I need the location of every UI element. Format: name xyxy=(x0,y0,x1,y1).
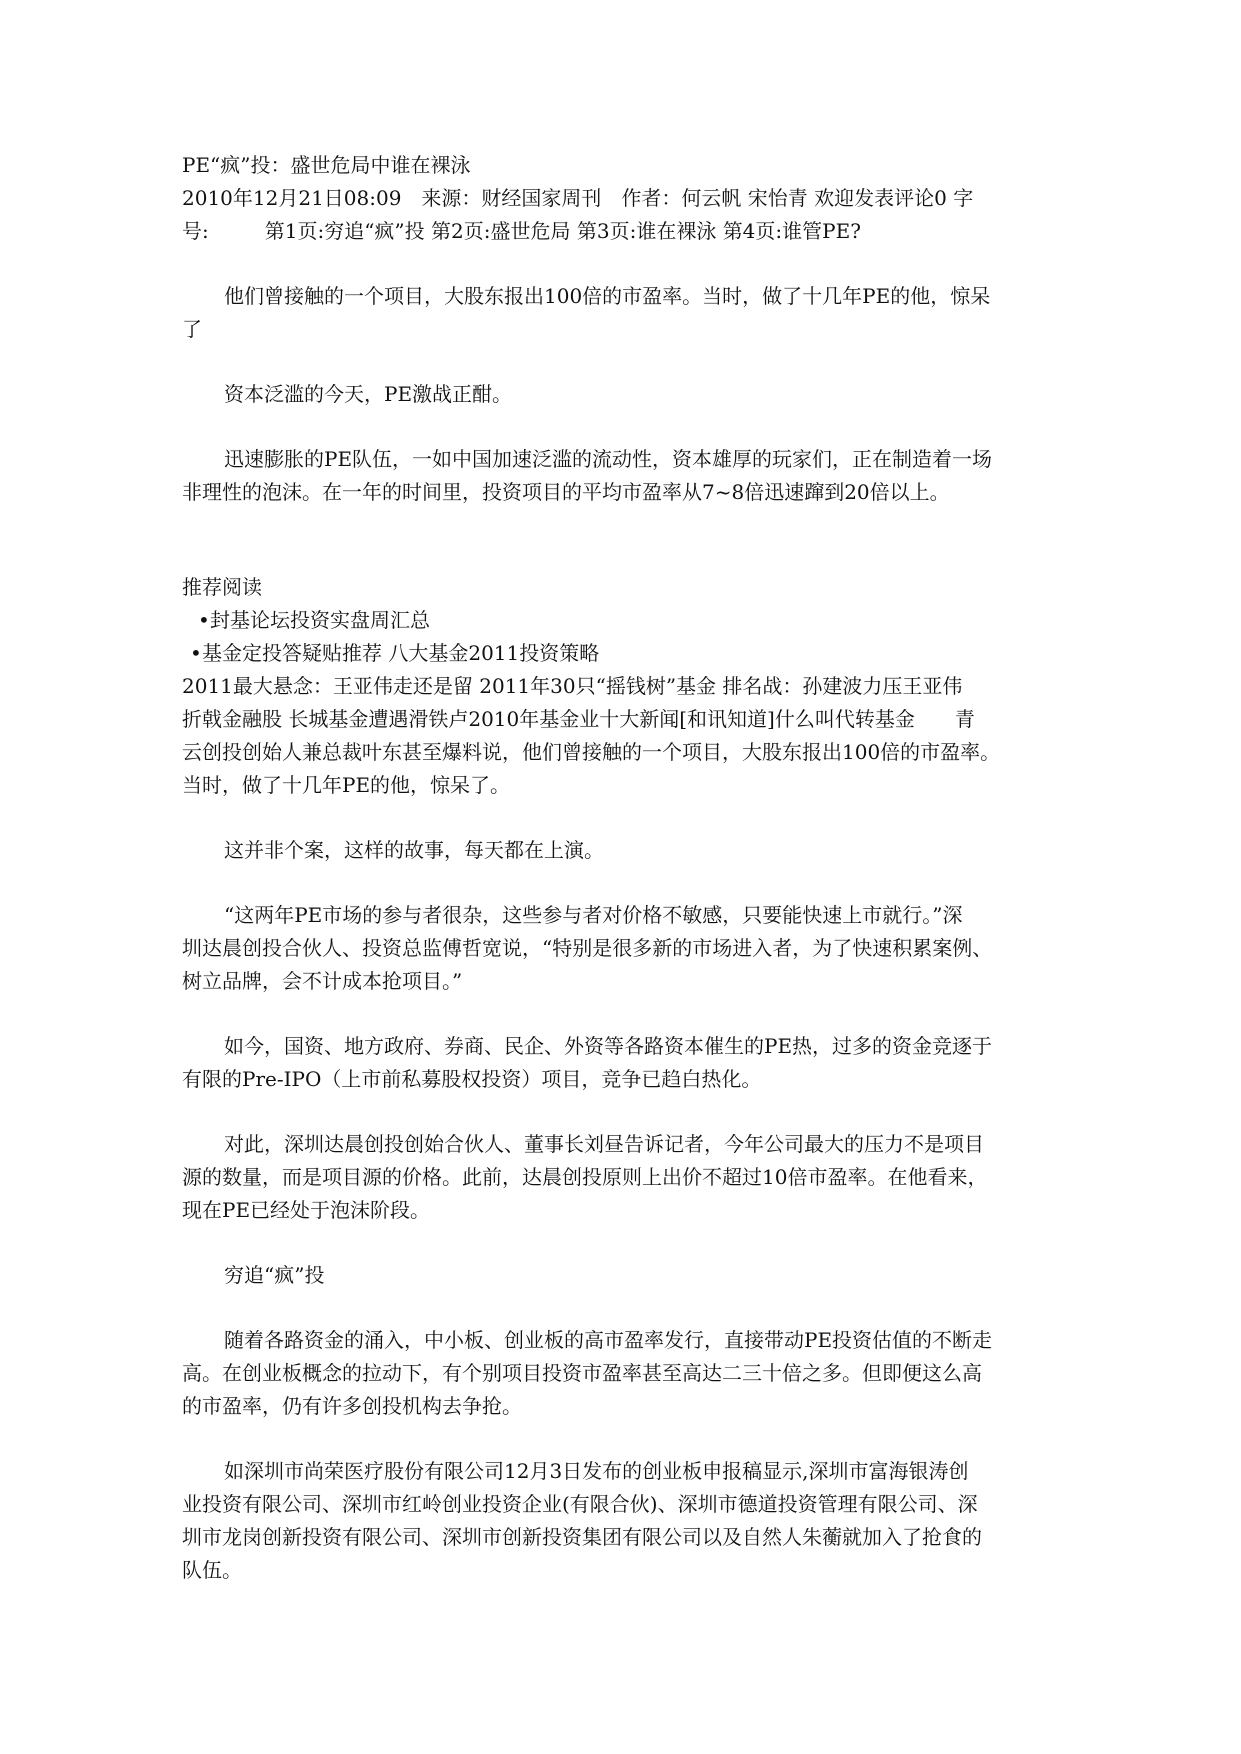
intro-paragraph xyxy=(182,280,1060,346)
quote-paragraph xyxy=(182,899,1060,998)
paragraph-line: 2011最大悬念：王亚伟走还是留 2011年30只“摇钱树”基金 排名战：孙建波力压王亚伟 xyxy=(182,674,963,698)
recommended-link-1[interactable]: 封基论坛投资实盘周汇总 xyxy=(210,608,430,632)
recommended-item xyxy=(182,604,1060,637)
paragraph-line: 高。在创业板概念的拉动下，有个别项目投资市盈率甚至高达二三十倍之多。但即便这么高 xyxy=(182,1361,982,1385)
capital-sources-paragraph xyxy=(182,1030,1060,1096)
liu-paragraph xyxy=(182,1128,1060,1227)
growth-paragraph xyxy=(182,1324,1060,1423)
paragraph-line: 如今，国资、地方政府、券商、民企、外资等各路资本催生的PE热，过多的资金竞逐于 xyxy=(224,1034,993,1058)
page-link-3[interactable]: 第3页:谁在裸泳 xyxy=(576,219,717,243)
paragraph-line: 圳市龙岗创新投资有限公司、深圳市创新投资集团有限公司以及自然人朱蘅就加入了抢食的 xyxy=(182,1525,982,1549)
recommended-links-block xyxy=(182,670,1060,802)
font-size-label: 号: xyxy=(182,219,209,243)
page-link-1[interactable]: 第1页:穷追“疯”投 xyxy=(264,219,425,243)
capital-paragraph: 资本泛滥的今天，PE激战正酣。 xyxy=(224,382,513,406)
article-meta: 2010年12月21日08:09 来源：财经国家周刊 作者：何云帆 宋怡青 欢迎发表评论0 字 xyxy=(182,186,974,210)
paragraph-line: 随着各路资金的涌入，中小板、创业板的高市盈率发行，直接带动PE投资估值的不断走 xyxy=(224,1328,993,1352)
paragraph-line: 树立品牌，会不计成本抢项目。” xyxy=(182,969,463,993)
article-content xyxy=(182,149,1060,1587)
paragraph-line: 有限的Pre-IPO（上市前私募股权投资）项目，竞争已趋白热化。 xyxy=(182,1067,762,1091)
paragraph-line: 圳达晨创投合伙人、投资总监傅哲宽说，“特别是很多新的市场进入者，为了快速积累案例、 xyxy=(182,936,993,960)
paragraph-line: 源的数量，而是项目源的价格。此前，达晨创投原则上出价不超过10倍市盈率。在他看来， xyxy=(182,1165,988,1189)
section-heading: 穷追“疯”投 xyxy=(224,1263,325,1287)
article-page-nav xyxy=(182,215,1060,248)
paragraph-line: 迅速膨胀的PE队伍，一如中国加速泛滥的流动性，资本雄厚的玩家们，正在制造着一场 xyxy=(224,447,993,471)
article-title: PE“疯”投：盛世危局中谁在裸泳 xyxy=(182,153,471,177)
paragraph-line: 队伍。 xyxy=(182,1558,242,1582)
paragraph-line: 如深圳市尚荣医疗股份有限公司12月3日发布的创业板申报稿显示,深圳市富海银涛创 xyxy=(224,1459,969,1483)
paragraph-line: 业投资有限公司、深圳市红岭创业投资企业(有限合伙)、深圳市德道投资管理有限公司、深 xyxy=(182,1492,978,1516)
recommended-heading: 推荐阅读 xyxy=(182,575,262,599)
paragraph-line: 了 xyxy=(182,317,202,341)
paragraph-line: 现在PE已经处于泡沫阶段。 xyxy=(182,1198,431,1222)
bubble-paragraph xyxy=(182,443,1060,509)
page-link-2[interactable]: 第2页:盛世危局 xyxy=(431,219,571,243)
bullet-icon: • xyxy=(190,641,202,665)
recommended-item xyxy=(182,637,1060,670)
paragraph-line: 云创投创始人兼总裁叶东甚至爆料说，他们曾接触的一个项目，大股东报出100倍的市盈率。 xyxy=(182,740,1001,764)
paragraph-line: 的市盈率，仍有许多创投机构去争抢。 xyxy=(182,1394,522,1418)
bullet-icon: • xyxy=(198,608,210,632)
paragraph-line: 当时，做了十几年PE的他，惊呆了。 xyxy=(182,773,511,797)
paragraph-line: 非理性的泡沫。在一年的时间里，投资项目的平均市盈率从7~8倍迅速蹿到20倍以上。 xyxy=(182,480,950,504)
paragraph-line: “这两年PE市场的参与者很杂，这些参与者对价格不敏感，只要能快速上市就行。”深 xyxy=(224,903,963,927)
paragraph-line: 对此，深圳达晨创投创始合伙人、董事长刘昼告诉记者，今年公司最大的压力不是项目 xyxy=(224,1132,984,1156)
example-paragraph xyxy=(182,1455,1060,1587)
paragraph-line: 他们曾接触的一个项目，大股东报出100倍的市盈率。当时，做了十几年PE的他，惊呆 xyxy=(224,284,991,308)
not-unique-paragraph: 这并非个案，这样的故事，每天都在上演。 xyxy=(224,838,604,862)
recommended-link-2[interactable]: 基金定投答疑贴推荐 八大基金2011投资策略 xyxy=(202,641,600,665)
paragraph-line: 折戟金融股 长城基金遭遇滑铁卢2010年基金业十大新闻[和讯知道]什么叫代转基金 青 xyxy=(182,707,975,731)
page-link-4[interactable]: 第4页:谁管PE? xyxy=(722,219,861,243)
